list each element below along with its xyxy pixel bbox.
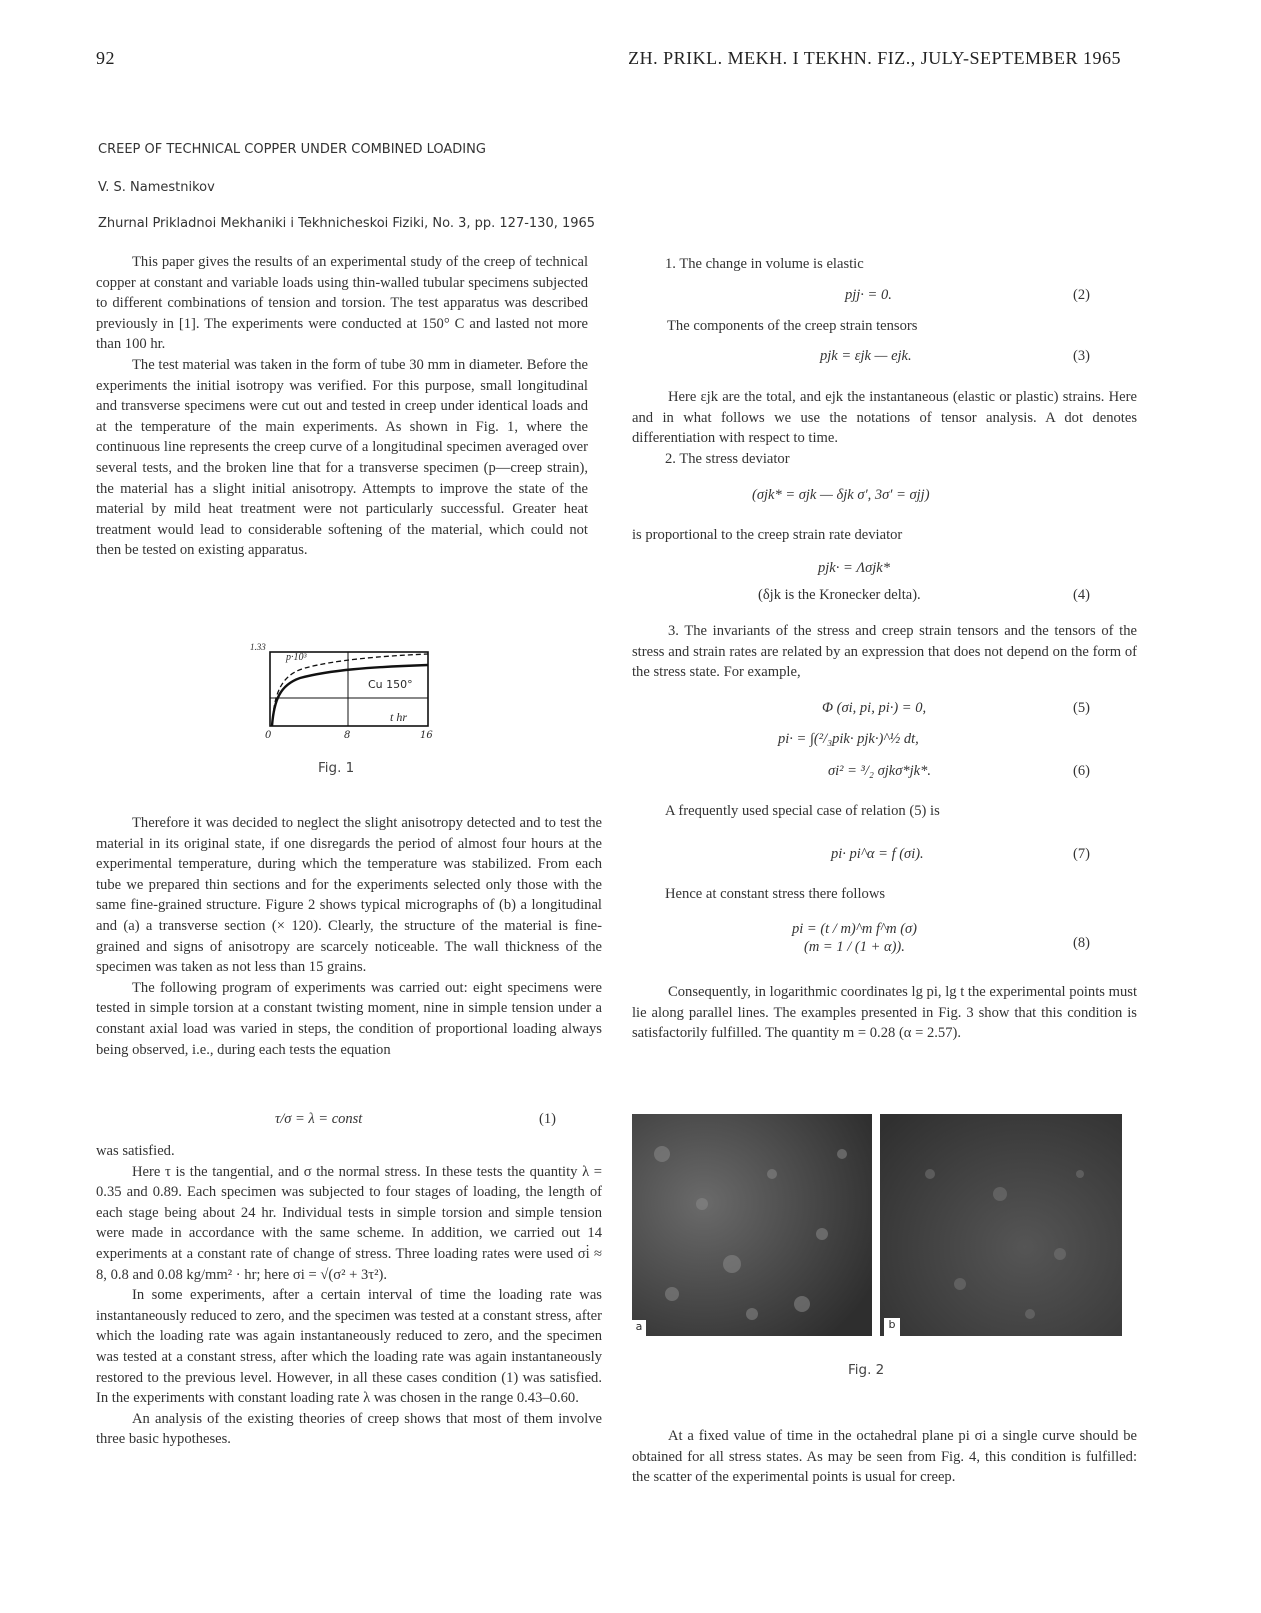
- paragraph: was satisfied.: [96, 1143, 175, 1159]
- equation-6-number: (6): [1073, 763, 1090, 779]
- hypothesis-1: 1. The change in volume is elastic: [665, 256, 864, 272]
- final-paragraph: [632, 1426, 1137, 1488]
- micrograph-a-texture: [632, 1114, 872, 1336]
- x-tick-8: 8: [344, 730, 351, 741]
- journal-header: ZH. PRIKL. MEKH. I TEKHN. FIZ., JULY-SEPTEMBER 1965: [628, 48, 1121, 68]
- fig2-caption: Fig. 2: [848, 1362, 885, 1378]
- equation-7-number: (7): [1073, 846, 1090, 862]
- equation-3: pjk = εjk — ejk.: [820, 348, 912, 364]
- equation-1-number: (1): [539, 1111, 556, 1127]
- paragraph: The following program of experiments was carried out: eight specimens were tested in simple torsion at a constant twisting moment, nine in simple tension under a constant axial load was varied in steps, the condition of proportional loading always being observed, i.e., during each tests the equation: [96, 979, 602, 1058]
- paragraph: The test material was taken in the form of tube 30 mm in diameter. Before the experiments the initial isotropy was verified. For this purpose, small longitudinal and transverse specimens were cut out and tested in creep under identical loads and at the temperature of the main experiments. As shown in Fig. 1, where the continuous line represents the creep curve of a longitudinal specimen averaged over several tests, and the broken line that for a transverse specimen (p—creep strain), the material has a slight initial anisotropy. Attempts to improve the state of the material by mild heat treatment were not particularly successful. Greater heat treatment would lead to considerable softening of the material, which could not then be tested on existing apparatus.: [96, 356, 588, 559]
- equation-5-number: (5): [1073, 700, 1090, 716]
- special-case-text: A frequently used special case of relation (5) is: [665, 803, 940, 819]
- equation-7: pi· pi^α = f (σi).: [831, 846, 924, 862]
- equation-4b: (δjk is the Kronecker delta).: [758, 587, 921, 603]
- equation-8b: (m = 1 / (1 + α)).: [804, 939, 905, 955]
- hypothesis-2: 2. The stress deviator: [665, 451, 790, 467]
- here-paragraph: [632, 387, 1137, 449]
- equation-2: pjj· = 0.: [845, 287, 892, 303]
- equation-4a: pjk· = Λσjk*: [818, 560, 890, 576]
- figure-1: [250, 640, 440, 750]
- equation-deviator: (σjk* = σjk — δjk σ′, 3σ′ = σjj): [752, 487, 930, 503]
- paragraph: Therefore it was decided to neglect the slight anisotropy detected and to test the material in its original state, if one disregards the period of almost four hours at the experimental temperature, during which the temperature was stabilized. From each tube we prepared thin sections and for the experiments selected only those with the same fine-grained structure. Figure 2 shows typical micrographs of (b) a longitudinal and (a) a transverse section (× 120). Clearly, the structure of the material is fine-grained and signs of anisotropy are scarcely noticeable. The wall thickness of the specimen was taken as not less than 15 grains.: [96, 815, 602, 976]
- equation-2-number: (2): [1073, 287, 1090, 303]
- paragraph: At a fixed value of time in the octahedral plane pi σi a single curve should be obtained for all stress states. As may be seen from Fig. 4, this condition is fulfilled: the scatter of the experimental points is usual for creep.: [632, 1428, 1137, 1486]
- hence-text: Hence at constant stress there follows: [665, 886, 886, 902]
- y-top-label: 1.33: [250, 642, 266, 652]
- y-axis-label: p·10³: [286, 652, 307, 663]
- left-column-top: [96, 252, 588, 561]
- paragraph: Here εjk are the total, and ejk the instantaneous (elastic or plastic) strains. Here and in what follows we use the notations of tensor analysis. A dot denotes differentiation with respect to time.: [632, 389, 1137, 447]
- proportional-text: is proportional to the creep strain rate deviator: [632, 527, 903, 543]
- x-tick-16: 16: [420, 730, 433, 741]
- equation-6b: σi² = ³/₂ σjkσ*jk*.: [828, 763, 931, 779]
- page-number: 92: [96, 48, 115, 68]
- left-column-end: [96, 1141, 602, 1450]
- paragraph: In some experiments, after a certain interval of time the loading rate was instantaneously reduced to zero, and the specimen was tested at a constant stress, after which the loading rate was again instantaneously reduced to zero, and the specimen was tested at a constant stress, after which the loading rate was again instantaneously restored to the previous level. However, in all these cases condition (1) was satisfied. In the experiments with constant loading rate λ was chosen in the range 0.43–0.60.: [96, 1287, 602, 1407]
- paragraph: Consequently, in logarithmic coordinates lg pi, lg t the experimental points must lie along parallel lines. The examples presented in Fig. 3 show that this condition is satisfactorily fulfilled. The quantity m = 0.28 (α = 2.57).: [632, 984, 1137, 1042]
- equation-4-number: (4): [1073, 587, 1090, 603]
- equation-8-number: (8): [1073, 935, 1090, 951]
- author: V. S. Namestnikov: [98, 180, 215, 195]
- x-tick-0: 0: [265, 730, 272, 741]
- paragraph: Here τ is the tangential, and σ the normal stress. In these tests the quantity λ = 0.35 and 0.89. Each specimen was subjected to four stages of loading, the length of each stage being about 24 hr. Individual tests in simple torsion and simple tension were made in accordance with the same scheme. In addition, we carried out 14 experiments at a constant rate of change of stress. Three loading rates were used σi̇ ≈ 8, 0.8 and 0.08 kg/mm² · hr; here σi = √(σ² + 3τ²).: [96, 1163, 602, 1283]
- hypothesis-3: [632, 621, 1137, 683]
- citation: Zhurnal Prikladnoi Mekhaniki i Tekhnicheskoi Fiziki, No. 3, pp. 127-130, 1965: [98, 216, 596, 231]
- equation-5: Φ (σi, pi, pi·) = 0,: [822, 700, 927, 716]
- x-axis-label: t hr: [390, 710, 408, 724]
- paragraph: An analysis of the existing theories of creep shows that most of them involve three basic hypotheses.: [96, 1410, 602, 1448]
- fig1-caption: Fig. 1: [318, 760, 355, 776]
- equation-1: τ/σ = λ = const: [275, 1111, 363, 1127]
- paragraph: This paper gives the results of an experimental study of the creep of technical copper at constant and variable loads using thin-walled tubular specimens subjected to different combinations of tension and torsion. The test apparatus was described previously in [1]. The experiments were conducted at 150° C and lasted not more than 100 hr.: [96, 254, 588, 353]
- micrograph-b-texture: [880, 1114, 1122, 1336]
- micrograph-a-label: a: [632, 1320, 646, 1336]
- equation-3-number: (3): [1073, 348, 1090, 364]
- curve-label: Cu 150°: [368, 678, 413, 691]
- equation-8a: pi = (t / m)^m f^m (σ): [792, 921, 918, 937]
- paragraph: 3. The invariants of the stress and creep strain tensors and the tensors of the stress and strain rates are related by an expression that does not depend on the form of the stress state. For example,: [632, 623, 1137, 681]
- consequently-paragraph: [632, 982, 1137, 1044]
- micrograph-b-label: b: [884, 1318, 900, 1336]
- components-text: The components of the creep strain tensors: [667, 318, 918, 334]
- left-column-bottom: [96, 813, 602, 1060]
- micrograph-a: [632, 1114, 872, 1336]
- equation-6a: pi· = ∫(²/₃pik· pjk·)^½ dt,: [778, 731, 919, 747]
- micrograph-b: [880, 1114, 1122, 1336]
- article-title: CREEP OF TECHNICAL COPPER UNDER COMBINED LOADING: [98, 142, 486, 157]
